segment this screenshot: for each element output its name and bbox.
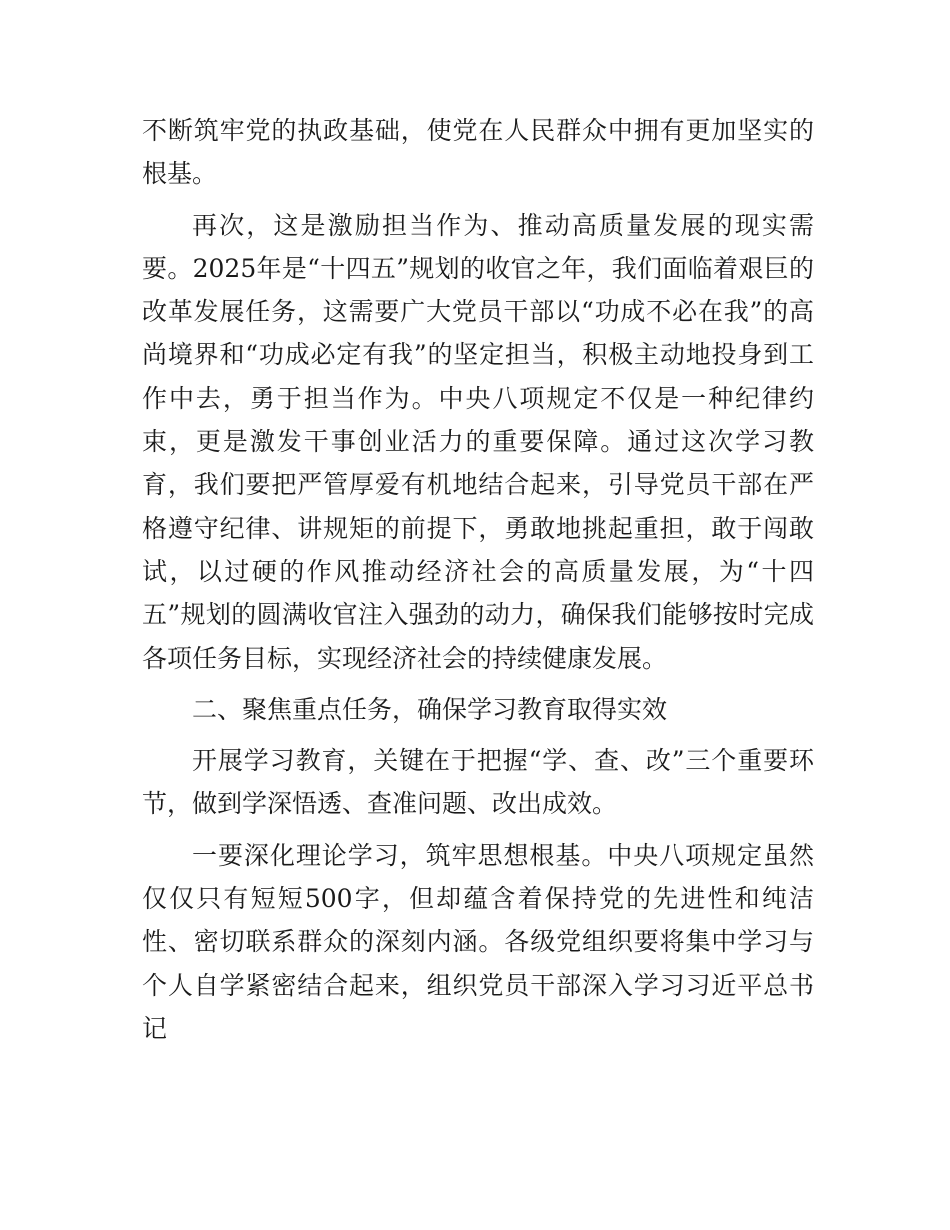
paragraph-theory-study: 一要深化理论学习，筑牢思想根基。中央八项规定虽然仅仅只有短短500字，但却蕴含着保持党的先进性和纯洁性、密切联系群众的深刻内涵。各级党组织要将集中学习与个人自学紧密结合起来，组织党员干部深入学习习近平总书记 (142, 840, 814, 1043)
section-heading: 二、聚焦重点任务，确保学习教育取得实效 (192, 694, 668, 724)
paragraph-key-links: 开展学习教育，关键在于把握“学、查、改”三个重要环节，做到学深悟透、查准问题、改出成效。 (142, 746, 814, 819)
paragraph-continuation: 不断筑牢党的执政基础，使党在人民群众中拥有更加坚实的根基。 (142, 116, 814, 189)
document-body (142, 109, 814, 1058)
paragraph-reason-third: 再次，这是激励担当作为、推动高质量发展的现实需要。2025年是“十四五”规划的收官之年，我们面临着艰巨的改革发展任务，这需要广大党员干部以“功成不必在我”的高尚境界和“功成必定有我”的坚定担当，积极主动地投身到工作中去，勇于担当作为。中央八项规定不仅是一种纪律约束，更是激发干事创业活力的重要保障。通过这次学习教育，我们要把严管厚爱有机地结合起来，引导党员干部在严格遵守纪律、讲规矩的前提下，勇敢地挑起重担，敢于闯敢试，以过硬的作风推动经济社会的高质量发展，为“十四五”规划的圆满收官注入强劲的动力，确保我们能够按时完成各项任务目标，实现经济社会的持续健康发展。 (142, 210, 814, 673)
